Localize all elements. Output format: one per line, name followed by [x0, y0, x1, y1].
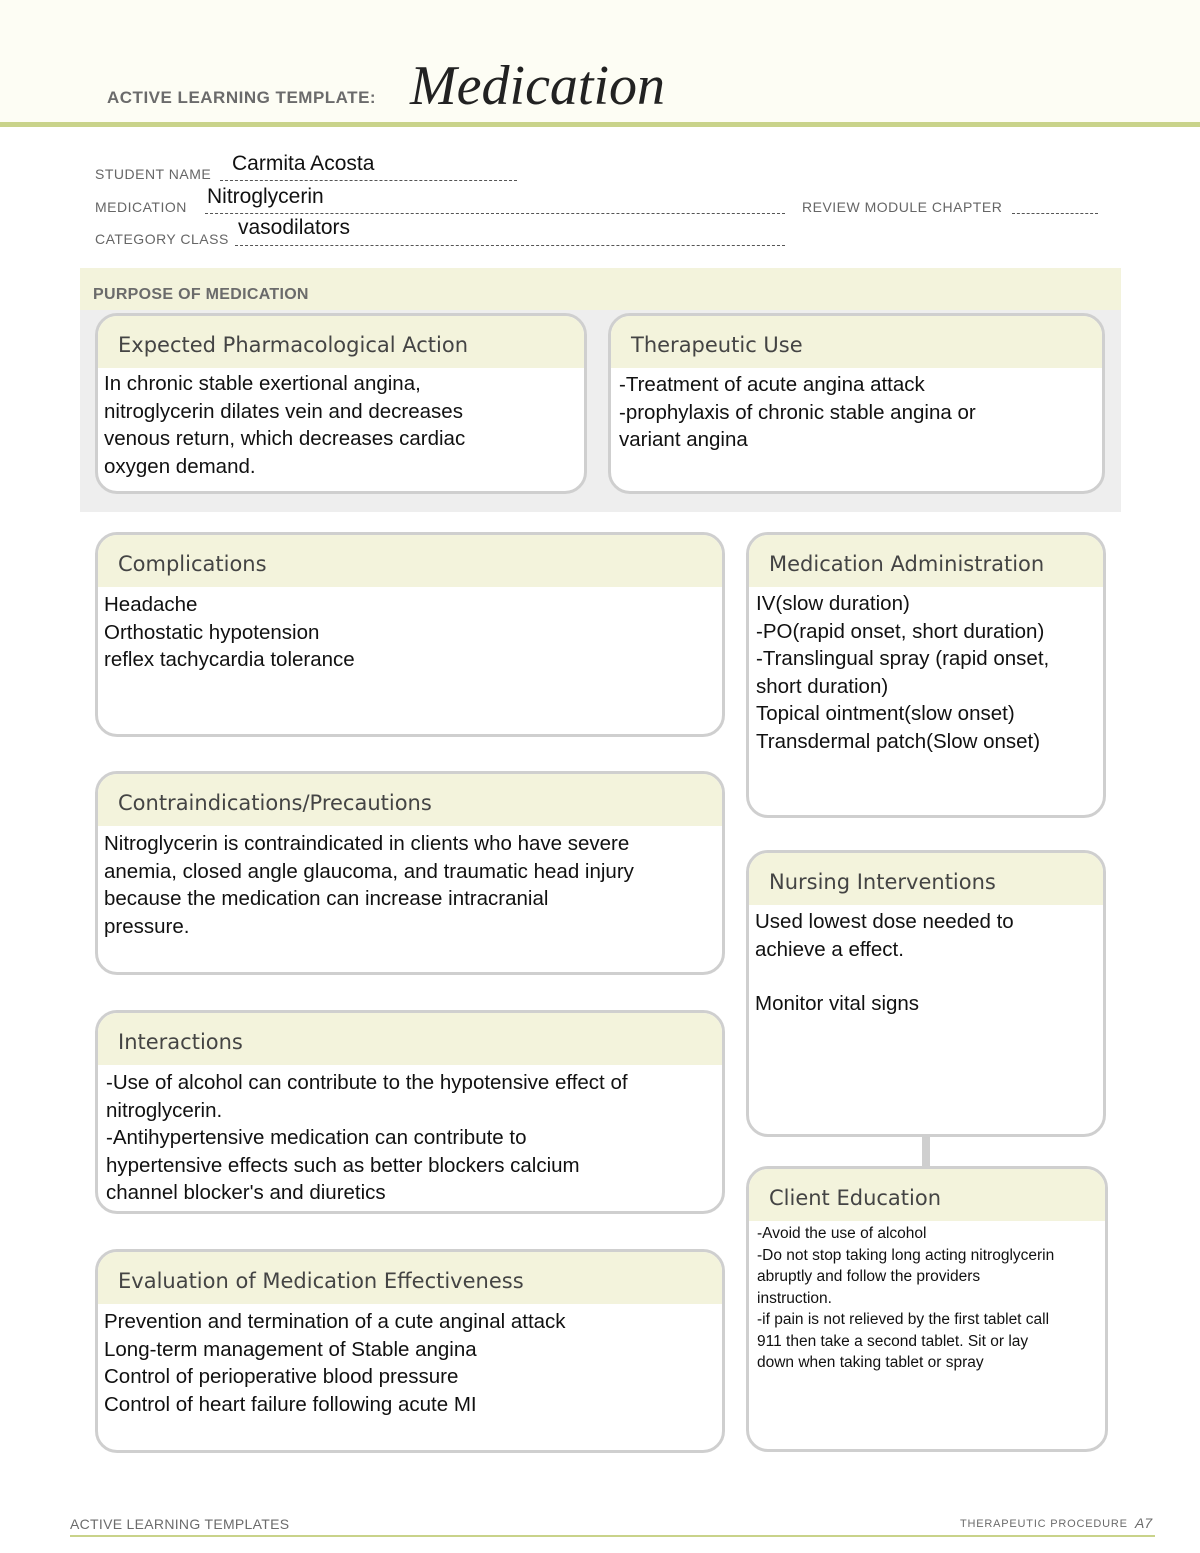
- interactions-heading: Interactions: [98, 1013, 722, 1065]
- expected-action-heading: Expected Pharmacological Action: [98, 316, 584, 368]
- therapeutic-use-line: variant angina: [619, 428, 748, 451]
- contraindications-line: anemia, closed angle glaucoma, and traumatic head injury: [104, 859, 634, 883]
- client-education-line: instruction.: [757, 1289, 832, 1307]
- client-education-heading: Client Education: [749, 1169, 1105, 1221]
- expected-action-line: nitroglycerin dilates vein and decreases: [104, 399, 463, 423]
- footer-right: THERAPEUTIC PROCEDURE: [960, 1518, 1128, 1530]
- administration-line: -Translingual spray (rapid onset,: [756, 647, 1050, 670]
- client-education-line: -Avoid the use of alcohol: [757, 1225, 927, 1242]
- contraindications-line: pressure.: [104, 914, 190, 938]
- complications-heading: Complications: [98, 535, 722, 587]
- nursing-blank-line: [755, 963, 1097, 990]
- administration-line: Topical ointment(slow onset): [756, 702, 1015, 725]
- review-module-underline: [1012, 213, 1098, 214]
- client-education-line: -if pain is not relieved by the first tablet call: [757, 1311, 1050, 1328]
- footer-left: ACTIVE LEARNING TEMPLATES: [70, 1516, 290, 1532]
- client-education-line: down when taking tablet or spray: [757, 1354, 984, 1371]
- nursing-line: Monitor vital signs: [755, 992, 920, 1015]
- administration-line: short duration): [756, 674, 889, 698]
- student-name-value: Carmita Acosta: [232, 152, 375, 175]
- evaluation-line: Long-term management of Stable angina: [104, 1337, 477, 1361]
- expected-action-line: venous return, which decreases cardiac: [104, 427, 466, 450]
- complications-line: reflex tachycardia tolerance: [104, 648, 355, 671]
- page-number: A7: [1135, 1515, 1153, 1531]
- administration-line: Transdermal patch(Slow onset): [756, 729, 1041, 753]
- interactions-line: channel blocker's and diuretics: [106, 1181, 386, 1204]
- header-rule: [0, 122, 1200, 127]
- interactions-box: [95, 1010, 725, 1214]
- contraindications-box: [95, 771, 725, 975]
- administration-line: -PO(rapid onset, short duration): [756, 619, 1045, 643]
- evaluation-heading: Evaluation of Medication Effectiveness: [98, 1252, 722, 1304]
- expected-action-line: In chronic stable exertional angina,: [104, 372, 421, 395]
- client-education-line: -Do not stop taking long acting nitroglycerin: [757, 1246, 1055, 1264]
- box-connector: [922, 1136, 930, 1166]
- therapeutic-use-line: -Treatment of acute angina attack: [619, 373, 925, 396]
- evaluation-box: [95, 1249, 725, 1453]
- nursing-line: achieve a effect.: [755, 937, 904, 961]
- student-name-underline: [220, 180, 517, 181]
- administration-box: [746, 532, 1106, 818]
- administration-heading: Medication Administration: [749, 535, 1103, 587]
- title-prefix: ACTIVE LEARNING TEMPLATE:: [107, 88, 377, 107]
- medication-label: MEDICATION: [95, 199, 187, 215]
- purpose-label: PURPOSE OF MEDICATION: [93, 286, 309, 303]
- category-class-label: CATEGORY CLASS: [95, 231, 229, 247]
- client-education-box: [746, 1166, 1108, 1452]
- complications-box: [95, 532, 725, 737]
- evaluation-line: Control of heart failure following acute MI: [104, 1392, 477, 1416]
- interactions-line: -Use of alcohol can contribute to the hypotensive effect of: [106, 1071, 628, 1094]
- therapeutic-use-heading: Therapeutic Use: [611, 316, 1102, 368]
- nursing-interventions-heading: Nursing Interventions: [749, 853, 1103, 905]
- footer-rule: [70, 1535, 1155, 1537]
- expected-action-line: oxygen demand.: [104, 454, 256, 478]
- page-title: Medication: [410, 55, 666, 117]
- contraindications-line: because the medication can increase intracranial: [104, 887, 549, 910]
- nursing-interventions-box: [746, 850, 1106, 1137]
- interactions-line: -Antihypertensive medication can contribute to: [106, 1126, 527, 1149]
- client-education-line: 911 then take a second tablet. Sit or lay: [757, 1332, 1029, 1350]
- client-education-line: abruptly and follow the providers: [757, 1268, 981, 1285]
- complications-line: Headache: [104, 593, 198, 616]
- evaluation-line: Prevention and termination of a cute anginal attack: [104, 1310, 566, 1333]
- student-name-label: STUDENT NAME: [95, 166, 212, 182]
- expected-action-box: [95, 313, 587, 494]
- interactions-line: hypertensive effects such as better blockers calcium: [106, 1153, 580, 1177]
- contraindications-heading: Contraindications/Precautions: [98, 774, 722, 826]
- therapeutic-use-line: -prophylaxis of chronic stable angina or: [619, 400, 976, 424]
- administration-line: IV(slow duration): [756, 592, 910, 615]
- contraindications-line: Nitroglycerin is contraindicated in clients who have severe: [104, 832, 630, 855]
- medication-value: Nitroglycerin: [207, 185, 324, 208]
- interactions-line: nitroglycerin.: [106, 1098, 223, 1122]
- complications-line: Orthostatic hypotension: [104, 620, 320, 644]
- nursing-line: Used lowest dose needed to: [755, 910, 1014, 933]
- category-class-underline: [235, 245, 785, 246]
- review-module-label: REVIEW MODULE CHAPTER: [802, 199, 1003, 215]
- category-class-value: vasodilators: [238, 216, 351, 239]
- evaluation-line: Control of perioperative blood pressure: [104, 1365, 459, 1388]
- medication-underline: [205, 213, 785, 214]
- therapeutic-use-box: [608, 313, 1105, 494]
